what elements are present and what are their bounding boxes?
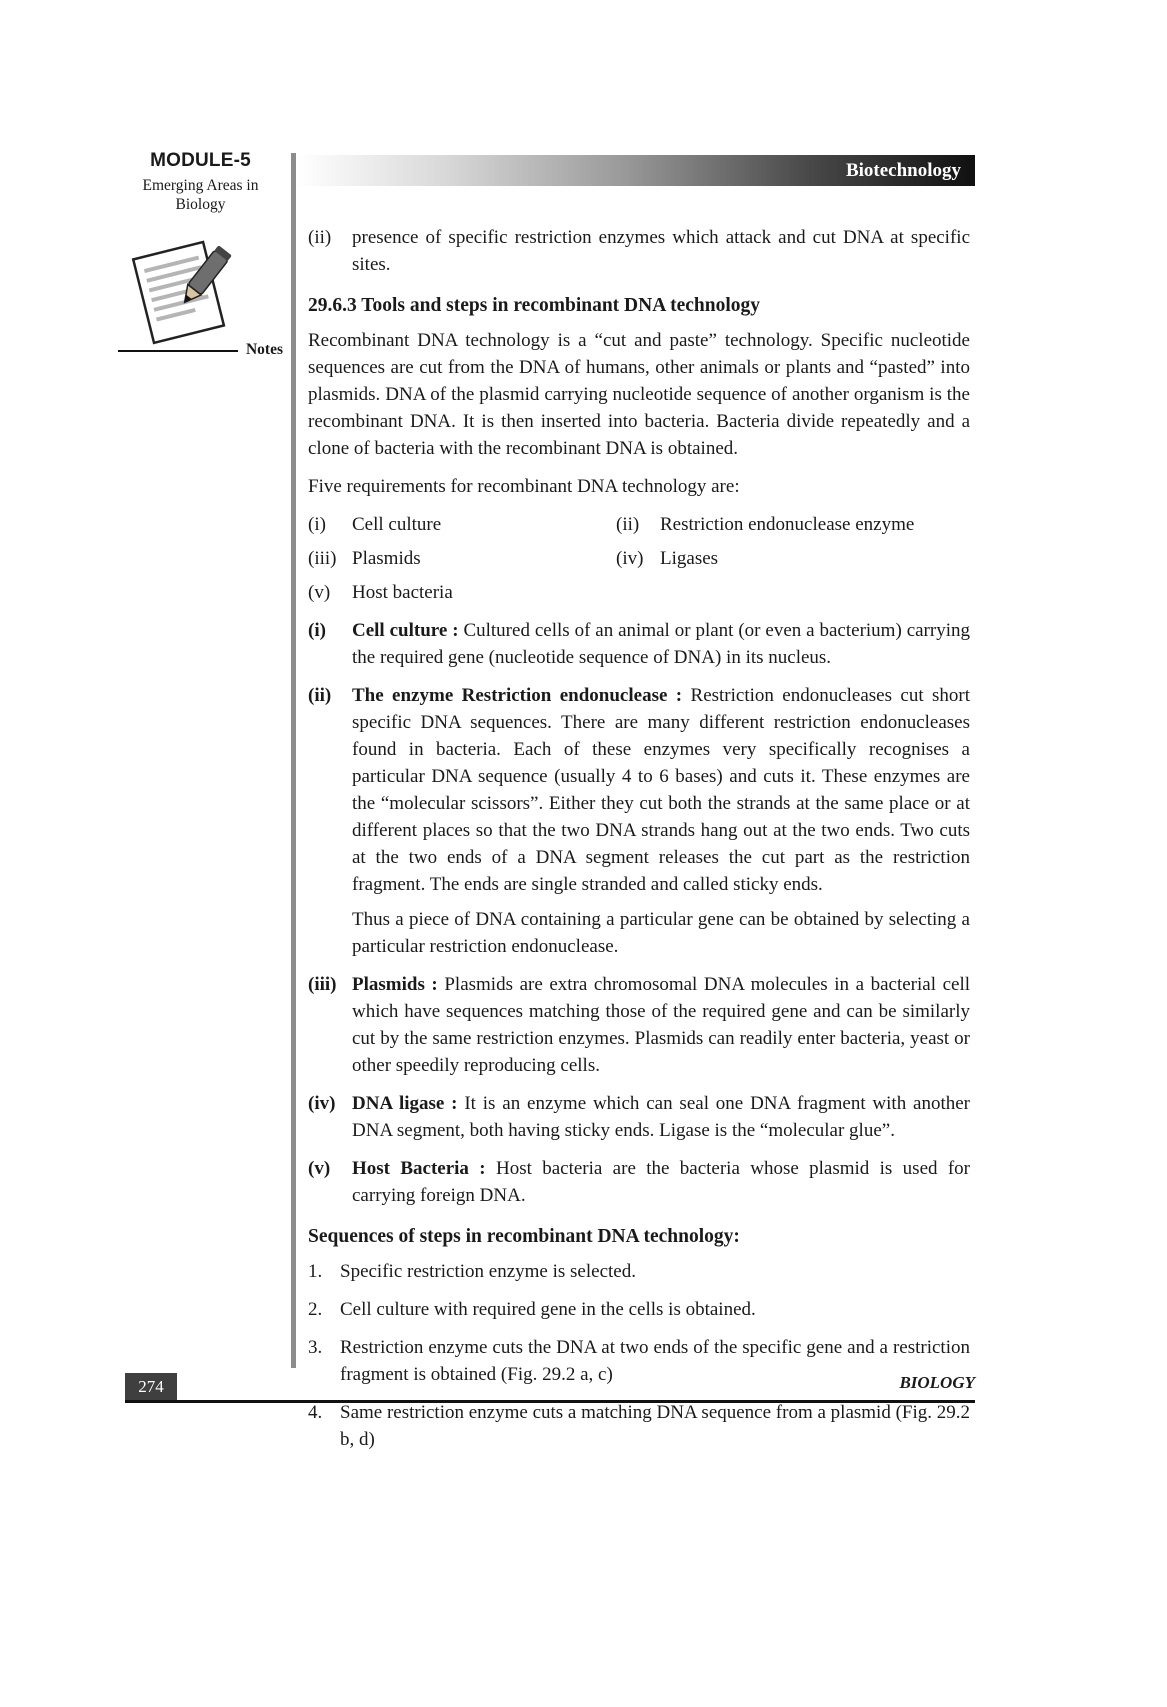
definition-item-restriction-endonuclease	[308, 682, 970, 960]
paragraph-recombinant-intro: Recombinant DNA technology is a “cut and paste” technology. Specific nucleotide sequences are cut from the DNA of humans, other animals or plants and “pasted” into plasmids. DNA of the plasmid carrying nucleotide sequence of another organism is the recombinant DNA. It is then inserted into bacteria. Bacteria divide repeatedly and a clone of bacteria with the recombinant DNA is obtained.	[308, 330, 970, 459]
definition-item-dna-ligase	[308, 1090, 970, 1144]
page-number: 274	[125, 1373, 177, 1400]
item-text: Host bacteria are the bacteria whose plasmid is used for carrying foreign DNA.	[352, 1158, 971, 1206]
requirement-text: Cell culture	[352, 514, 442, 535]
requirement-text: Host bacteria	[352, 582, 453, 603]
item-lead: Cell culture :	[352, 620, 459, 641]
module-title: MODULE-5	[150, 150, 251, 171]
item-text: It is an enzyme which can seal one DNA fragment with another DNA segment, both having sticky ends. Ligase is the “molecular glue”.	[352, 1093, 971, 1141]
requirement-label: (i)	[308, 514, 326, 535]
item-body	[352, 617, 970, 671]
step-number: 2.	[308, 1299, 323, 1320]
step-number: 3.	[308, 1337, 323, 1358]
requirement-label: (v)	[308, 582, 331, 603]
requirement-item	[308, 545, 616, 572]
section-heading: 29.6.3 Tools and steps in recombinant DNA technology	[308, 295, 761, 316]
step-text: Cell culture with required gene in the cells is obtained.	[340, 1299, 756, 1320]
requirement-item	[308, 511, 616, 538]
step-text: Specific restriction enzyme is selected.	[340, 1261, 636, 1282]
item-label: (iv)	[308, 1093, 336, 1114]
item-label: (i)	[308, 620, 326, 641]
item-body	[352, 971, 970, 1079]
steps-list	[308, 1258, 970, 1453]
banner-title: Biotechnology	[845, 159, 961, 181]
item-lead: Plasmids :	[352, 974, 438, 995]
requirement-item	[616, 511, 970, 538]
main-content	[308, 224, 970, 1464]
book-title: BIOLOGY	[899, 1373, 975, 1392]
requirement-item	[616, 545, 970, 572]
step-number: 4.	[308, 1402, 323, 1423]
notes-label: Notes	[245, 340, 283, 358]
step-text: Restriction enzyme cuts the DNA at two ends of the specific gene and a restriction fragment is obtained (Fig. 29.2 a, c)	[340, 1337, 970, 1385]
requirement-label: (ii)	[616, 514, 640, 535]
item-label: (iii)	[308, 974, 337, 995]
item-body	[352, 1090, 970, 1144]
step-text: Same restriction enzyme cuts a matching DNA sequence from a plasmid (Fig. 29.2 b, d)	[340, 1402, 971, 1450]
notes-rule-line	[118, 350, 238, 352]
item-lead: Host Bacteria :	[352, 1158, 486, 1179]
item-lead: DNA ligase :	[352, 1093, 458, 1114]
item-label: (ii)	[308, 685, 332, 706]
step-item	[308, 1334, 970, 1388]
item-text: Plasmids are extra chromosomal DNA molecules in a bacterial cell which have sequences matching those of the required gene and can be similarly cut by the same restriction enzymes. Plasmids can readily enter bacteria, yeast or other speedily reproducing cells.	[352, 974, 971, 1076]
vertical-divider	[291, 153, 296, 1368]
requirement-label: (iii)	[308, 548, 337, 569]
item-followup-text: Thus a piece of DNA containing a particular gene can be obtained by selecting a particular restriction endonuclease.	[352, 909, 970, 957]
item-text: Restriction endonucleases cut short specific DNA sequences. There are many different restriction endonucleases found in bacteria. Each of these enzymes very specifically recognises a particular DNA sequence (usually 4 to 6 bases) and cuts it. These enzymes are the “molecular scissors”. Either they cut both the strands at the same place or at different places so that the two DNA strands hang out at the two ends. Two cuts at the two ends of a DNA segment releases the cut part as the restriction fragment. The ends are single stranded and called sticky ends.	[352, 685, 971, 895]
notes-paper-pencil-icon	[120, 235, 270, 345]
steps-heading: Sequences of steps in recombinant DNA technology:	[308, 1226, 740, 1247]
intro-item-text: presence of specific restriction enzymes which attack and cut DNA at specific sites.	[352, 227, 970, 275]
paragraph-five-requirements: Five requirements for recombinant DNA technology are:	[308, 476, 740, 497]
notes-block	[118, 239, 283, 359]
intro-list-item	[308, 224, 970, 278]
item-body	[352, 682, 970, 960]
definition-item-plasmids	[308, 971, 970, 1079]
step-item	[308, 1296, 970, 1323]
intro-item-label: (ii)	[308, 227, 332, 248]
requirements-list	[308, 511, 970, 606]
definition-item-host-bacteria	[308, 1155, 970, 1209]
item-body	[352, 1155, 970, 1209]
requirement-text: Plasmids	[352, 548, 421, 569]
requirement-item	[308, 579, 616, 606]
notes-icon-wrap	[118, 239, 283, 339]
sidebar	[118, 150, 283, 359]
item-label: (v)	[308, 1158, 331, 1179]
step-item	[308, 1258, 970, 1285]
requirement-text: Ligases	[660, 548, 719, 569]
requirement-label: (iv)	[616, 548, 644, 569]
step-number: 1.	[308, 1261, 323, 1282]
footer-rule	[125, 1400, 975, 1403]
requirement-text: Restriction endonuclease enzyme	[660, 514, 915, 535]
item-text: Cultured cells of an animal or plant (or even a bacterium) carrying the required gene (nucleotide sequence of DNA) in its nucleus.	[352, 620, 970, 668]
definition-item-cell-culture	[308, 617, 970, 671]
header-banner	[297, 155, 975, 186]
module-subtitle: Emerging Areas in Biology	[142, 177, 259, 214]
item-lead: The enzyme Restriction endonuclease :	[352, 685, 683, 706]
step-item	[308, 1399, 970, 1453]
